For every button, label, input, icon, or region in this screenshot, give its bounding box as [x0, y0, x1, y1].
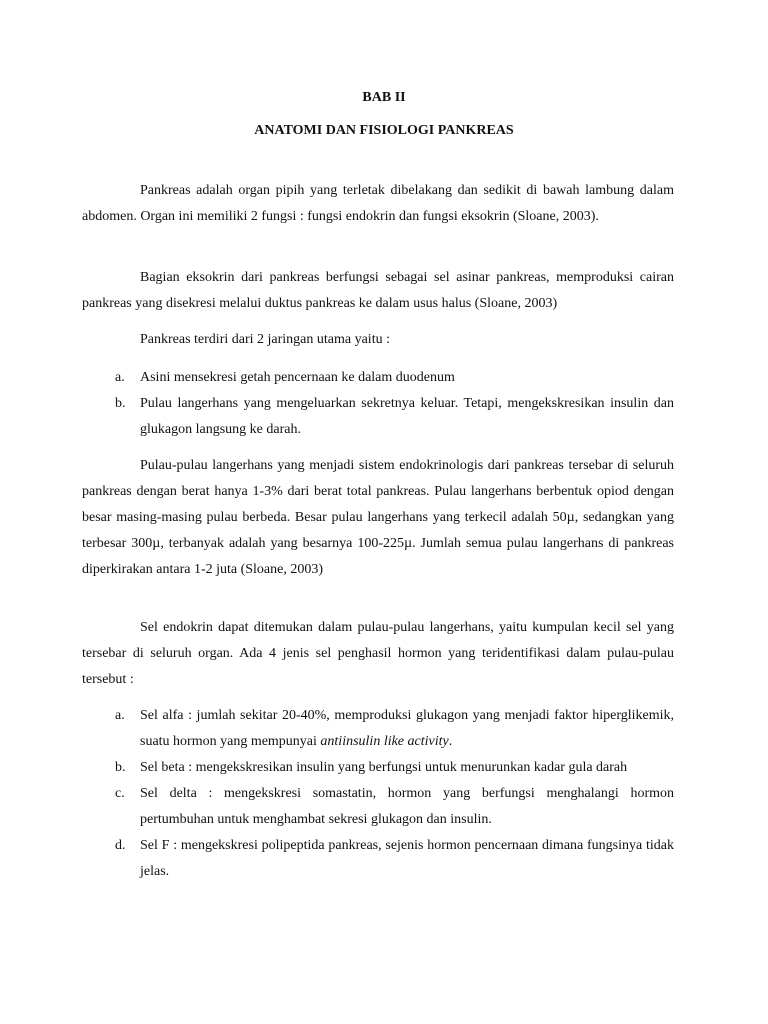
paragraph-tissues-text: Pankreas terdiri dari 2 jaringan utama yaitu :	[140, 332, 390, 347]
list-item-text: Sel alfa : jumlah sekitar 20-40%, memproduksi glukagon yang menjadi faktor hiperglikemik, suatu hormon yang mempunyai	[140, 708, 674, 749]
list-item-text: Sel beta : mengekskresikan insulin yang berfungsi untuk menurunkan kadar gula darah	[140, 760, 628, 775]
paragraph-langerhans-text: Pulau-pulau langerhans yang menjadi sistem endokrinologis dari pankreas tersebar di seluruh pankreas dengan berat hanya 1-3% dari berat total pankreas. Pulau langerhans berbentuk opiod dengan besar masing-masing pulau berbeda. Besar pulau langerhans yang terkecil adalah 50µ, sedangkan yang terbesar 300µ, terbanyak adalah yang besarnya 100-225µ. Jumlah semua pulau langerhans di pankreas diperkirakan antara 1-2 juta (Sloane, 2003)	[82, 458, 674, 577]
list-item-text: Sel F : mengekskresi polipeptida pankreas, sejenis hormon pencernaan dimana fungsinya tidak jelas.	[140, 838, 674, 879]
list-marker: c.	[115, 786, 125, 801]
list-item	[82, 703, 674, 755]
list-item	[82, 781, 674, 833]
list-item-text: Pulau langerhans yang mengeluarkan sekretnya keluar. Tetapi, mengekskresikan insulin dan glukagon langsung ke darah.	[140, 396, 674, 437]
list-item-text: Asini mensekresi getah pencernaan ke dalam duodenum	[140, 370, 455, 385]
paragraph-endocrine-cells-text: Sel endokrin dapat ditemukan dalam pulau-pulau langerhans, yaitu kumpulan kecil sel yang tersebar di seluruh organ. Ada 4 jenis sel penghasil hormon yang teridentifikasi dalam pulau-pulau tersebut :	[82, 620, 674, 687]
paragraph-exocrine-text: Bagian eksokrin dari pankreas berfungsi sebagai sel asinar pankreas, memproduksi cairan pankreas yang disekresi melalui duktus pankreas ke dalam usus halus (Sloane, 2003)	[82, 270, 674, 311]
list-marker: d.	[115, 838, 126, 853]
list-marker: b.	[115, 396, 126, 411]
cell-type-list	[82, 703, 674, 885]
paragraph-intro-text: Pankreas adalah organ pipih yang terletak dibelakang dan sedikit di bawah lambung dalam abdomen. Organ ini memiliki 2 fungsi : fungsi endokrin dan fungsi eksokrin (Sloane, 2003).	[82, 183, 674, 224]
tissue-list	[82, 365, 674, 443]
list-item-italic-text: antiinsulin like activity	[320, 734, 449, 749]
paragraph-exocrine	[82, 265, 674, 317]
paragraph-endocrine-cells	[82, 615, 674, 693]
chapter-title: ANATOMI DAN FISIOLOGI PANKREAS	[254, 123, 514, 138]
list-marker: b.	[115, 760, 126, 775]
list-item-text: Sel delta : mengekskresi somastatin, hormon yang berfungsi menghalangi hormon pertumbuhan untuk menghambat sekresi glukagon dan insulin.	[140, 786, 674, 827]
list-item	[82, 365, 674, 391]
list-marker: a.	[115, 370, 125, 385]
list-item	[82, 391, 674, 443]
paragraph-intro	[82, 178, 674, 230]
list-item	[82, 833, 674, 885]
list-item	[82, 755, 674, 781]
paragraph-tissues	[82, 327, 674, 353]
list-marker: a.	[115, 708, 125, 723]
list-item-text-end: .	[448, 734, 453, 749]
chapter-label: BAB II	[362, 90, 406, 105]
paragraph-langerhans	[82, 453, 674, 583]
